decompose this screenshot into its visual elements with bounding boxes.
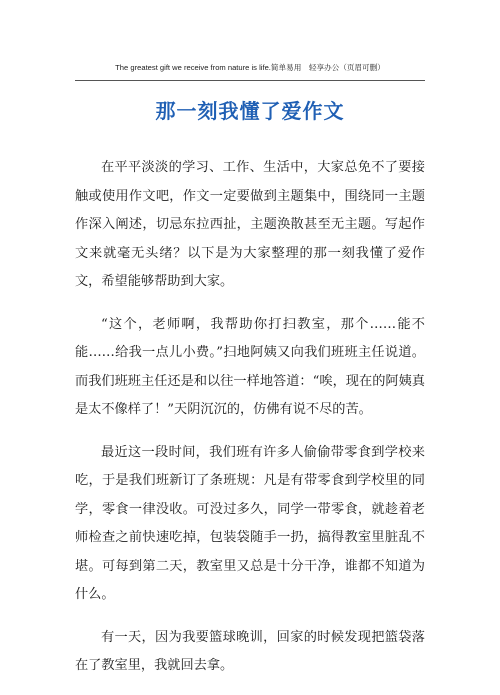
document-title: 那一刻我懂了爱作文 — [155, 99, 345, 123]
document-body — [75, 154, 425, 695]
paragraph-1: 在平平淡淡的学习、工作、生活中，大家总免不了要接触或使用作文吧，作文一定要做到主题集中，围绕同一主题作深入阐述，切忌东拉西扯，主题涣散甚至无主题。写起作文来就毫无头绪？以下是为大家整理的那一刻我懂了爱作文，希望能够帮助到大家。 — [75, 160, 425, 289]
page-header: The greatest gift we receive from nature is life.简单易用 轻享办公（页眉可删） — [115, 63, 385, 72]
paragraph-2: “这个，老师啊，我帮助你打扫教室，那个……能不能……给我一点儿小费。”扫地阿姨又向我们班班主任说道。而我们班班主任还是和以往一样地答道：“唉，现在的阿姨真是太不像样了！”天阴沉沉的，仿佛有说不尽的苦。 — [75, 316, 425, 417]
header-divider — [75, 80, 425, 81]
paragraph-3: 最近这一段时间，我们班有许多人偷偷带零食到学校来吃，于是我们班新订了条班规：凡是有带零食到学校里的同学，零食一律没收。可没过多久，同学一带零食，就趁着老师检查之前快速吃掉，包装袋随手一扔，搞得教室里脏乱不堪。可每到第二天，教室里又总是十分干净，谁都不知道为什么。 — [75, 444, 425, 602]
paragraph-4: 有一天，因为我要篮球晚训，回家的时候发现把篮袋落在了教室里，我就回去拿。 — [75, 629, 425, 673]
